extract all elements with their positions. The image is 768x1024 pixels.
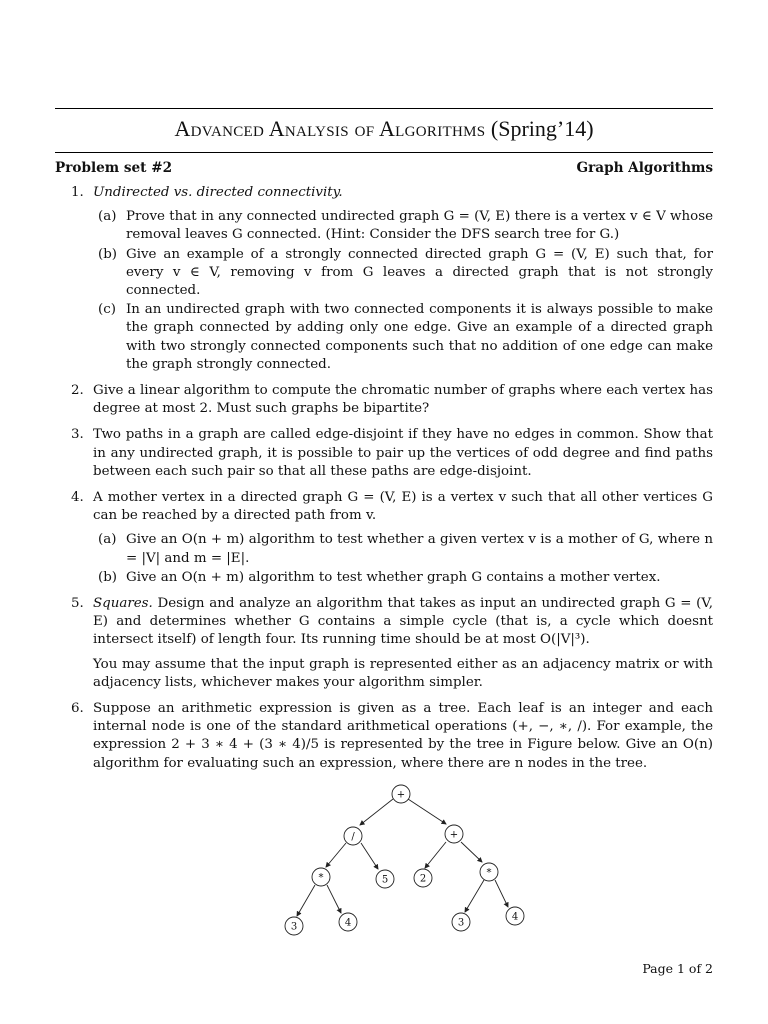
subproblem-label: (c) xyxy=(98,302,116,318)
subproblem-text: Give an O(n + m) algorithm to test whether graph G contains a mother vertex. xyxy=(126,569,661,585)
problem-6 xyxy=(55,700,713,773)
problem-text: Two paths in a graph are called edge-disjoint if they have no edges in common. Show that in any undirected graph, it is possible to pair up the vertices of odd degree and find paths between each such pair so that all these paths are edge-disjoint. xyxy=(93,427,713,479)
tree-node-label: + xyxy=(449,829,459,841)
tree-node-label: 3 xyxy=(457,917,465,929)
problem-1 xyxy=(55,184,713,374)
problem-number: 2. xyxy=(71,383,84,399)
problem-4 xyxy=(55,489,713,587)
tree-edge xyxy=(327,885,341,913)
title-rule xyxy=(55,152,713,153)
problem-lead: Squares. xyxy=(93,596,153,612)
subproblem-list xyxy=(93,208,713,374)
problem-text: Give a linear algorithm to compute the chromatic number of graphs where each vertex has degree at most 2. Must such graphs be bipartite? xyxy=(93,383,713,417)
subproblem-label: (b) xyxy=(98,569,118,585)
tree-node-label: 3 xyxy=(290,921,298,933)
problem-5 xyxy=(55,595,713,692)
topic-label: Graph Algorithms xyxy=(576,160,713,176)
course-term: (Spring’14) xyxy=(490,116,594,141)
tree-node-label: / xyxy=(351,831,355,843)
tree-labels xyxy=(291,790,518,933)
course-title: Advanced Analysis of Algorithms xyxy=(174,116,486,141)
tree-edge xyxy=(461,842,482,862)
problem-text: Suppose an arithmetic expression is given as a tree. Each leaf is an integer and each internal node is one of the standard arithmetical operations (+, −, ∗, /). For example, the expression 2 + 3 ∗ 4 + (3 ∗ 4)/5 is represented by the tree in Figure below. Give an O(n) algorithm for evaluating such an expression, where there are n nodes in the tree. xyxy=(93,701,713,771)
subproblem-text: In an undirected graph with two connected components it is always possible to make the graph connected by adding only one edge. Give an example of a directed graph with two strongly connected components such that no addition of one edge can make the graph strongly connected. xyxy=(126,302,713,372)
subproblem-label: (b) xyxy=(98,246,118,262)
tree-node-label: 4 xyxy=(344,917,352,929)
problem-number: 1. xyxy=(71,185,84,200)
subproblem-1a xyxy=(93,208,713,244)
subproblem-1c xyxy=(93,301,713,374)
tree-edge xyxy=(326,843,346,867)
subproblem-text: Give an O(n + m) algorithm to test whether a given vertex v is a mother of G, where n = |V| and m = |E|. xyxy=(126,532,713,566)
subproblem-4b xyxy=(93,569,713,587)
problem-number: 4. xyxy=(71,490,84,506)
tree-edge xyxy=(425,842,446,868)
tree-node-label: * xyxy=(486,867,492,879)
tree-edge xyxy=(297,885,315,916)
expression-tree-svg xyxy=(270,778,532,940)
tree-node-label: 5 xyxy=(381,874,389,886)
tree-edge xyxy=(361,843,378,869)
subproblem-4a xyxy=(93,531,713,567)
expression-tree-figure xyxy=(270,778,532,940)
problem-heading: Undirected vs. directed connectivity. xyxy=(93,185,343,200)
tree-edge xyxy=(495,880,508,907)
subproblem-1b xyxy=(93,246,713,301)
tree-node-label: * xyxy=(318,872,324,884)
tree-edge xyxy=(408,799,446,824)
tree-nodes xyxy=(285,785,524,935)
problem-text: A mother vertex in a directed graph G = (V, E) is a vertex v such that all other vertices G can be reached by a directed path from v. xyxy=(93,490,713,524)
problem-list xyxy=(55,184,713,781)
subproblem-label: (a) xyxy=(98,209,117,225)
document-title xyxy=(55,115,713,143)
tree-edges xyxy=(297,799,508,916)
problem-number: 6. xyxy=(71,701,84,717)
subproblem-label: (a) xyxy=(98,532,117,548)
problem-3 xyxy=(55,426,713,481)
problem-2 xyxy=(55,382,713,418)
problem-text-block xyxy=(93,595,713,650)
page-number: Page 1 of 2 xyxy=(642,961,713,976)
subproblem-text: Prove that in any connected undirected graph G = (V, E) there is a vertex v ∈ V whose removal leaves G connected. (Hint: Consider the DFS search tree for G.) xyxy=(126,209,713,243)
subproblem-text: Give an example of a strongly connected directed graph G = (V, E) such that, for every v ∈ V, removing v from G leaves a directed graph that is not strongly connected. xyxy=(126,246,713,299)
problem-number: 3. xyxy=(71,427,84,443)
problem-note: You may assume that the input graph is represented either as an adjacency matrix or with adjacency lists, whichever makes your algorithm simpler. xyxy=(93,656,713,690)
problem-text: Design and analyze an algorithm that takes as input an undirected graph G = (V, E) and determines whether G contains a simple cycle (that is, a cycle which doesnt intersect itself) of length four. Its running time should be at most O(|V|³). xyxy=(93,596,713,648)
tree-node-label: 4 xyxy=(511,911,519,923)
top-rule xyxy=(55,108,713,109)
tree-edge xyxy=(360,799,393,825)
problem-number: 5. xyxy=(71,596,84,612)
tree-edge xyxy=(465,880,484,912)
tree-node-label: 2 xyxy=(419,873,427,885)
problem-set-label: Problem set #2 xyxy=(55,160,173,176)
subproblem-list xyxy=(93,531,713,587)
tree-node-label: + xyxy=(396,789,406,801)
